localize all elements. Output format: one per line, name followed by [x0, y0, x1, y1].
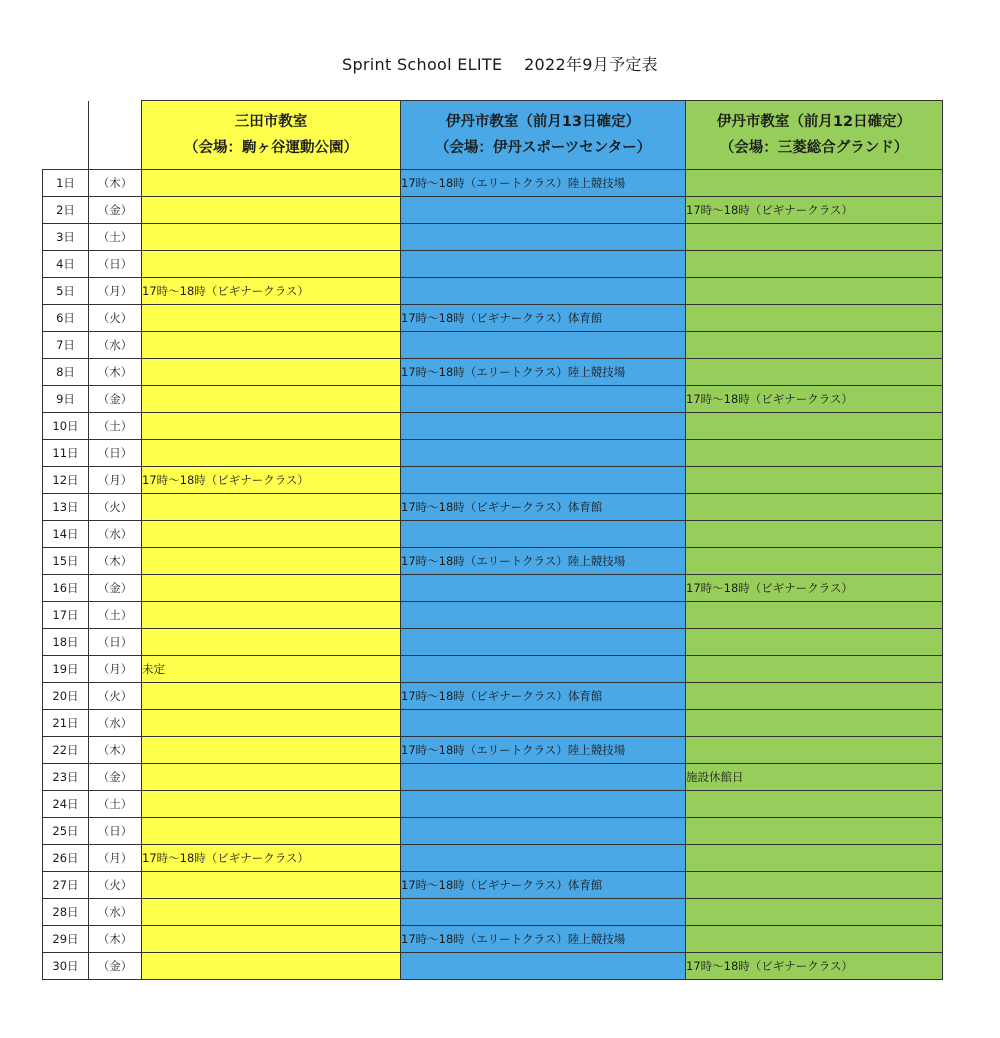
table-row [43, 494, 943, 521]
sanda-schedule-cell [142, 170, 401, 197]
weekday-cell: （水） [89, 899, 142, 926]
weekday-cell: （日） [89, 818, 142, 845]
itami-mitsubishi-schedule-cell [686, 278, 943, 305]
itami-mitsubishi-schedule-cell: 17時～18時（ビギナークラス） [686, 575, 943, 602]
column-header-itami-sports-center [401, 101, 686, 170]
weekday-cell: （水） [89, 332, 142, 359]
sanda-schedule-cell: 17時～18時（ビギナークラス） [142, 845, 401, 872]
weekday-cell: （火） [89, 494, 142, 521]
day-cell: 9日 [43, 386, 89, 413]
table-row [43, 548, 943, 575]
day-cell: 4日 [43, 251, 89, 278]
itami-sports-center-schedule-cell [401, 386, 686, 413]
weekday-cell: （月） [89, 845, 142, 872]
itami-sports-center-schedule-cell [401, 791, 686, 818]
itami-mitsubishi-schedule-cell [686, 170, 943, 197]
itami-sports-center-schedule-cell: 17時～18時（ビギナークラス）体育館 [401, 872, 686, 899]
sanda-schedule-cell [142, 710, 401, 737]
weekday-cell: （金） [89, 575, 142, 602]
itami-mitsubishi-schedule-cell [686, 521, 943, 548]
itami-mitsubishi-schedule-cell [686, 332, 943, 359]
weekday-cell: （日） [89, 440, 142, 467]
sanda-schedule-cell [142, 305, 401, 332]
sanda-schedule-cell [142, 575, 401, 602]
itami-mitsubishi-schedule-cell [686, 683, 943, 710]
itami-sports-center-schedule-cell [401, 764, 686, 791]
day-cell: 26日 [43, 845, 89, 872]
column-header-itami-mitsubishi [686, 101, 943, 170]
sanda-schedule-cell [142, 521, 401, 548]
day-cell: 2日 [43, 197, 89, 224]
day-cell: 18日 [43, 629, 89, 656]
day-cell: 6日 [43, 305, 89, 332]
weekday-cell: （金） [89, 764, 142, 791]
itami-mitsubishi-schedule-cell [686, 899, 943, 926]
table-row [43, 197, 943, 224]
itami-mitsubishi-schedule-cell [686, 872, 943, 899]
day-cell: 20日 [43, 683, 89, 710]
itami-mitsubishi-schedule-cell: 施設休館日 [686, 764, 943, 791]
sanda-schedule-cell [142, 548, 401, 575]
table-row [43, 359, 943, 386]
table-row [43, 710, 943, 737]
weekday-cell: （月） [89, 467, 142, 494]
itami-sports-center-schedule-cell [401, 953, 686, 980]
weekday-cell: （金） [89, 197, 142, 224]
itami-sports-center-schedule-cell [401, 710, 686, 737]
day-cell: 5日 [43, 278, 89, 305]
column-venue: （会場：駒ヶ谷運動公園） [184, 140, 358, 156]
table-row [43, 764, 943, 791]
day-cell: 16日 [43, 575, 89, 602]
weekday-cell: （土） [89, 413, 142, 440]
sanda-schedule-cell [142, 791, 401, 818]
schedule-table [42, 100, 943, 980]
itami-mitsubishi-schedule-cell [686, 548, 943, 575]
itami-mitsubishi-schedule-cell [686, 440, 943, 467]
sanda-schedule-cell [142, 926, 401, 953]
sanda-schedule-cell [142, 818, 401, 845]
sanda-schedule-cell [142, 737, 401, 764]
sanda-schedule-cell [142, 899, 401, 926]
itami-sports-center-schedule-cell [401, 440, 686, 467]
table-row [43, 575, 943, 602]
itami-mitsubishi-schedule-cell [686, 629, 943, 656]
day-cell: 13日 [43, 494, 89, 521]
itami-sports-center-schedule-cell [401, 575, 686, 602]
itami-mitsubishi-schedule-cell [686, 737, 943, 764]
sanda-schedule-cell [142, 953, 401, 980]
day-cell: 7日 [43, 332, 89, 359]
sanda-schedule-cell [142, 332, 401, 359]
sanda-schedule-cell [142, 251, 401, 278]
table-row [43, 683, 943, 710]
weekday-cell: （土） [89, 791, 142, 818]
itami-mitsubishi-schedule-cell [686, 224, 943, 251]
sanda-schedule-cell [142, 494, 401, 521]
table-row [43, 413, 943, 440]
itami-sports-center-schedule-cell: 17時～18時（エリートクラス）陸上競技場 [401, 359, 686, 386]
itami-sports-center-schedule-cell [401, 845, 686, 872]
sanda-schedule-cell [142, 224, 401, 251]
itami-sports-center-schedule-cell [401, 413, 686, 440]
table-row [43, 278, 943, 305]
table-row [43, 305, 943, 332]
table-row [43, 224, 943, 251]
column-name: 伊丹市教室（前月13日確定） [445, 114, 641, 130]
day-cell: 17日 [43, 602, 89, 629]
day-cell: 21日 [43, 710, 89, 737]
sanda-schedule-cell: 未定 [142, 656, 401, 683]
itami-sports-center-schedule-cell: 17時～18時（エリートクラス）陸上競技場 [401, 170, 686, 197]
itami-sports-center-schedule-cell: 17時～18時（エリートクラス）陸上競技場 [401, 737, 686, 764]
sanda-schedule-cell: 17時～18時（ビギナークラス） [142, 278, 401, 305]
sanda-schedule-cell: 17時～18時（ビギナークラス） [142, 467, 401, 494]
itami-sports-center-schedule-cell [401, 278, 686, 305]
itami-sports-center-schedule-cell [401, 197, 686, 224]
table-row [43, 332, 943, 359]
table-row [43, 440, 943, 467]
sanda-schedule-cell [142, 602, 401, 629]
sanda-schedule-cell [142, 386, 401, 413]
itami-mitsubishi-schedule-cell: 17時～18時（ビギナークラス） [686, 953, 943, 980]
weekday-cell: （土） [89, 602, 142, 629]
weekday-cell: （月） [89, 656, 142, 683]
itami-mitsubishi-schedule-cell [686, 494, 943, 521]
weekday-cell: （火） [89, 683, 142, 710]
itami-mitsubishi-schedule-cell [686, 845, 943, 872]
weekday-cell: （木） [89, 548, 142, 575]
weekday-cell: （木） [89, 359, 142, 386]
itami-sports-center-schedule-cell: 17時～18時（ビギナークラス）体育館 [401, 305, 686, 332]
header-blank-day [43, 101, 89, 170]
itami-sports-center-schedule-cell [401, 224, 686, 251]
header-row [43, 101, 943, 170]
table-row [43, 521, 943, 548]
sanda-schedule-cell [142, 440, 401, 467]
table-row [43, 845, 943, 872]
schedule-body [43, 170, 943, 980]
weekday-cell: （水） [89, 710, 142, 737]
page-title: Sprint School ELITE 2022年9月予定表 [342, 55, 658, 74]
day-cell: 22日 [43, 737, 89, 764]
itami-mitsubishi-schedule-cell [686, 818, 943, 845]
itami-sports-center-schedule-cell [401, 251, 686, 278]
sanda-schedule-cell [142, 413, 401, 440]
table-row [43, 737, 943, 764]
itami-sports-center-schedule-cell [401, 467, 686, 494]
day-cell: 24日 [43, 791, 89, 818]
itami-mitsubishi-schedule-cell [686, 413, 943, 440]
weekday-cell: （日） [89, 251, 142, 278]
day-cell: 27日 [43, 872, 89, 899]
weekday-cell: （木） [89, 737, 142, 764]
weekday-cell: （火） [89, 872, 142, 899]
day-cell: 8日 [43, 359, 89, 386]
weekday-cell: （月） [89, 278, 142, 305]
weekday-cell: （日） [89, 629, 142, 656]
day-cell: 15日 [43, 548, 89, 575]
itami-sports-center-schedule-cell [401, 899, 686, 926]
itami-sports-center-schedule-cell [401, 602, 686, 629]
itami-sports-center-schedule-cell [401, 332, 686, 359]
column-venue: （会場：三菱総合グランド） [719, 140, 909, 156]
table-row [43, 251, 943, 278]
sanda-schedule-cell [142, 764, 401, 791]
weekday-cell: （火） [89, 305, 142, 332]
itami-sports-center-schedule-cell [401, 629, 686, 656]
sanda-schedule-cell [142, 683, 401, 710]
weekday-cell: （木） [89, 170, 142, 197]
itami-sports-center-schedule-cell: 17時～18時（ビギナークラス）体育館 [401, 494, 686, 521]
itami-mitsubishi-schedule-cell [686, 926, 943, 953]
itami-mitsubishi-schedule-cell [686, 467, 943, 494]
weekday-cell: （土） [89, 224, 142, 251]
table-row [43, 818, 943, 845]
itami-sports-center-schedule-cell [401, 521, 686, 548]
itami-sports-center-schedule-cell: 17時～18時（エリートクラス）陸上競技場 [401, 548, 686, 575]
itami-mitsubishi-schedule-cell [686, 656, 943, 683]
sanda-schedule-cell [142, 872, 401, 899]
weekday-cell: （木） [89, 926, 142, 953]
itami-mitsubishi-schedule-cell [686, 710, 943, 737]
column-header-sanda [142, 101, 401, 170]
itami-mitsubishi-schedule-cell [686, 251, 943, 278]
itami-mitsubishi-schedule-cell: 17時～18時（ビギナークラス） [686, 197, 943, 224]
itami-sports-center-schedule-cell [401, 818, 686, 845]
itami-mitsubishi-schedule-cell [686, 359, 943, 386]
day-cell: 23日 [43, 764, 89, 791]
weekday-cell: （金） [89, 953, 142, 980]
day-cell: 29日 [43, 926, 89, 953]
table-row [43, 926, 943, 953]
itami-mitsubishi-schedule-cell [686, 305, 943, 332]
day-cell: 3日 [43, 224, 89, 251]
table-row [43, 467, 943, 494]
column-name: 伊丹市教室（前月12日確定） [716, 114, 912, 130]
day-cell: 19日 [43, 656, 89, 683]
itami-sports-center-schedule-cell [401, 656, 686, 683]
column-venue: （会場：伊丹スポーツセンター） [434, 140, 652, 156]
table-row [43, 170, 943, 197]
sanda-schedule-cell [142, 197, 401, 224]
weekday-cell: （金） [89, 386, 142, 413]
day-cell: 12日 [43, 467, 89, 494]
sanda-schedule-cell [142, 359, 401, 386]
itami-sports-center-schedule-cell: 17時～18時（ビギナークラス）体育館 [401, 683, 686, 710]
table-row [43, 656, 943, 683]
day-cell: 1日 [43, 170, 89, 197]
itami-sports-center-schedule-cell: 17時～18時（エリートクラス）陸上競技場 [401, 926, 686, 953]
table-row [43, 872, 943, 899]
weekday-cell: （水） [89, 521, 142, 548]
column-name: 三田市教室 [234, 114, 308, 130]
table-row [43, 602, 943, 629]
day-cell: 14日 [43, 521, 89, 548]
table-row [43, 791, 943, 818]
day-cell: 11日 [43, 440, 89, 467]
itami-mitsubishi-schedule-cell [686, 791, 943, 818]
day-cell: 25日 [43, 818, 89, 845]
itami-mitsubishi-schedule-cell: 17時～18時（ビギナークラス） [686, 386, 943, 413]
table-row [43, 899, 943, 926]
table-row [43, 629, 943, 656]
day-cell: 28日 [43, 899, 89, 926]
day-cell: 30日 [43, 953, 89, 980]
table-row [43, 953, 943, 980]
day-cell: 10日 [43, 413, 89, 440]
header-blank-weekday [89, 101, 142, 170]
table-row [43, 386, 943, 413]
itami-mitsubishi-schedule-cell [686, 602, 943, 629]
sanda-schedule-cell [142, 629, 401, 656]
